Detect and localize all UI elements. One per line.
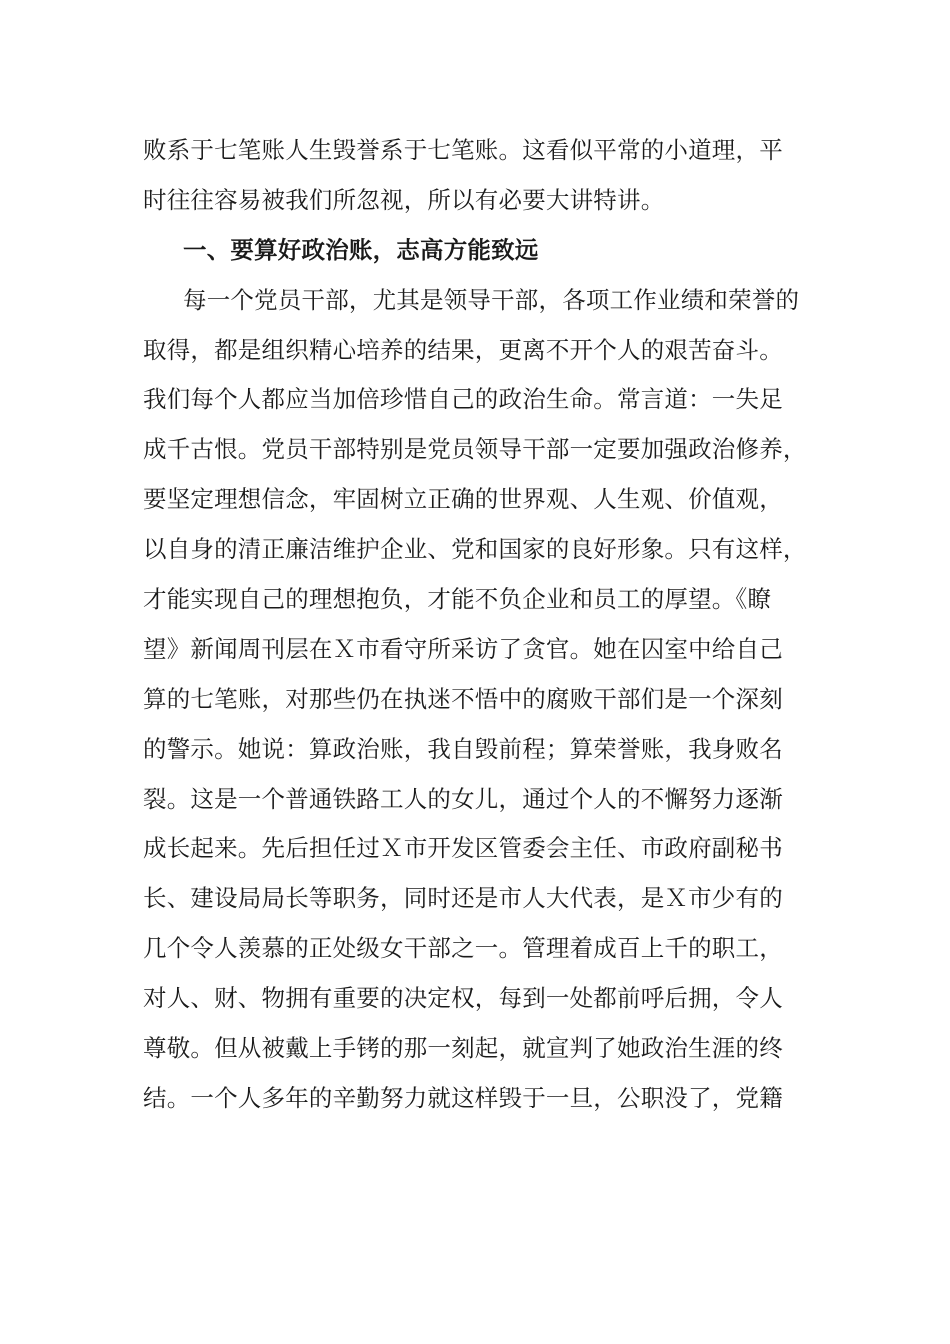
paragraph-first-line: 每一个党员干部，尤其是领导干部，各项工作业绩和荣誉的: [183, 285, 800, 314]
section-heading: 一、要算好政治账，志高方能致远: [183, 235, 539, 264]
text-line-9: 以自身的清正廉洁维护企业、党和国家的良好形象。只有这样，: [143, 535, 807, 564]
body-text: [143, 126, 808, 1124]
text-line-11: 望》新闻周刊层在Ｘ市看守所采访了贪官。她在囚室中给自己: [143, 634, 783, 663]
text-line-6: 我们每个人都应当加倍珍惜自己的政治生命。常言道：一失足: [143, 385, 783, 414]
text-line-10: 才能实现自己的理想抱负，才能不负企业和员工的厚望。《瞭: [143, 585, 772, 614]
text-line-7: 成千古恨。党员干部特别是党员领导干部一定要加强政治修养，: [143, 435, 807, 464]
text-line-17: 几个令人羡慕的正处级女干部之一。管理着成百上千的职工，: [143, 934, 783, 963]
text-line-20: 结。一个人多年的辛勤努力就这样毁于一旦，公职没了，党籍: [143, 1083, 783, 1112]
text-line-5: 取得，都是组织精心培养的结果，更离不开个人的艰苦奋斗。: [143, 335, 783, 364]
text-line-14: 裂。这是一个普通铁路工人的女儿，通过个人的不懈努力逐渐: [143, 784, 783, 813]
text-line-16: 长、建设局局长等职务，同时还是市人大代表，是Ｘ市少有的: [143, 884, 783, 913]
text-line-13: 的警示。她说：算政治账，我自毁前程；算荣誉账，我身败名: [143, 734, 783, 763]
text-line-15: 成长起来。先后担任过Ｘ市开发区管委会主任、市政府副秘书: [143, 834, 783, 863]
text-line-1: 败系于七笔账人生毁誉系于七笔账。这看似平常的小道理，平: [143, 136, 783, 164]
text-line-12: 算的七笔账，对那些仍在执迷不悟中的腐败干部们是一个深刻: [143, 684, 783, 713]
text-line-8: 要坚定理想信念，牢固树立正确的世界观、人生观、价值观，: [143, 485, 783, 514]
text-line-2: 时往往容易被我们所忽视，所以有必要大讲特讲。: [143, 185, 665, 214]
text-line-19: 尊敬。但从被戴上手铐的那一刻起，就宣判了她政治生涯的终: [143, 1034, 783, 1063]
text-line-18: 对人、财、物拥有重要的决定权，每到一处都前呼后拥，令人: [143, 984, 783, 1013]
